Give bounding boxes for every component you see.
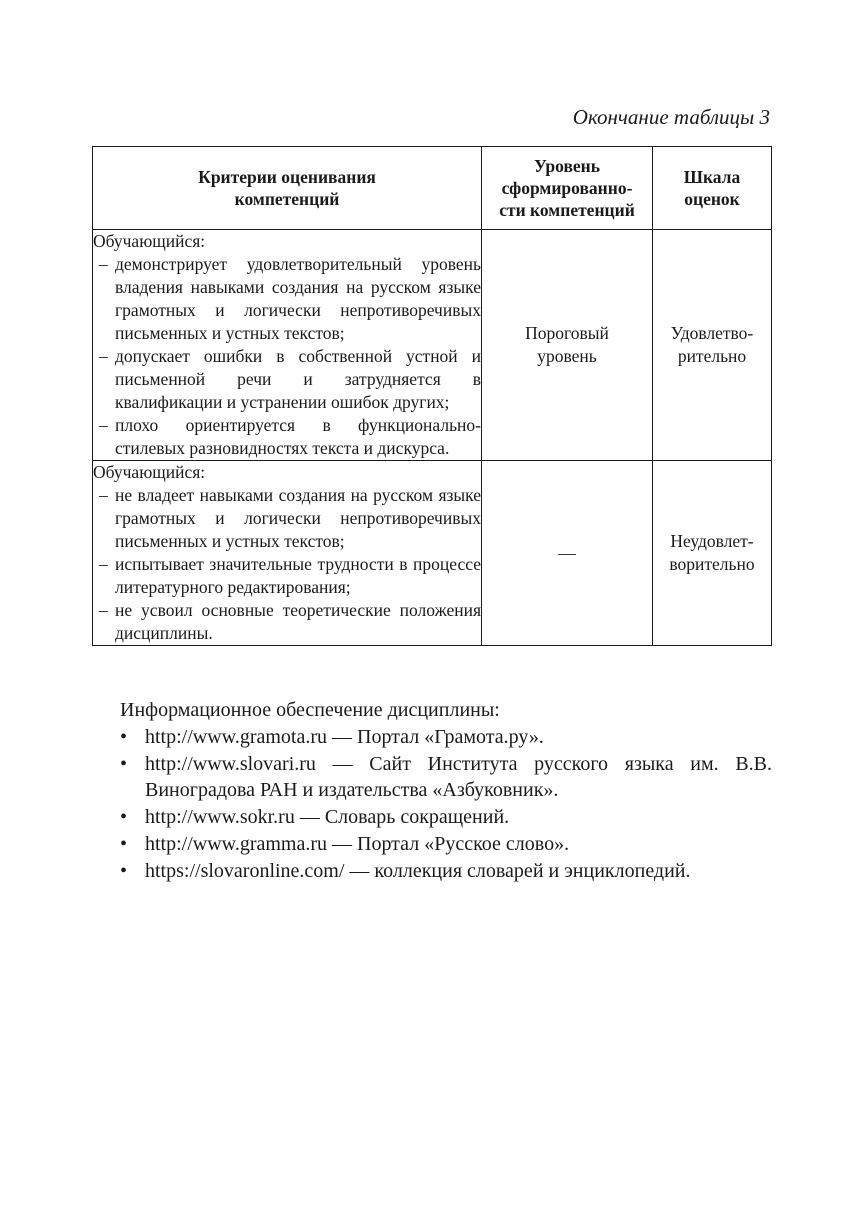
table-header-row	[93, 147, 772, 230]
level-cell: Пороговый уровень	[482, 230, 653, 461]
resource-list	[120, 724, 772, 884]
list-item: • http://www.sokr.ru — Словарь сокращений.	[120, 806, 510, 828]
level-cell: —	[482, 461, 653, 646]
criteria-cell	[93, 461, 482, 646]
grade-cell: Неудовлет- ворительно	[653, 461, 772, 646]
list-item: • http://www.slovari.ru — Сайт Института русского языка им. В.В. Виноградова РАН и издательства «Азбуковник».	[120, 753, 772, 801]
info-heading: Информационное обеспечение дисциплины:	[120, 699, 500, 721]
criteria-lead: Обучающийся:	[93, 462, 206, 482]
bullet-icon: •	[120, 806, 128, 828]
information-resources	[120, 697, 772, 885]
list-item: • https://slovaronline.com/ — коллекция словарей и энциклопедий.	[120, 860, 691, 882]
table-row	[93, 461, 772, 646]
header-criteria: Критерии оценивания компетенций	[93, 147, 482, 230]
list-item: • http://www.gramma.ru — Портал «Русское слово».	[120, 833, 570, 855]
criteria-item: – испытывает значительные трудности в процессе литературного редактирования;	[99, 554, 481, 597]
criteria-lead: Обучающийся:	[93, 231, 206, 251]
bullet-icon: •	[120, 860, 128, 882]
table-row	[93, 230, 772, 461]
table-caption: Окончание таблицы 3	[572, 105, 770, 129]
bullet-icon: •	[120, 833, 128, 855]
grade-cell: Удовлетво- рительно	[653, 230, 772, 461]
header-level: Уровень сформированно- сти компетенций	[482, 147, 653, 230]
bullet-icon: •	[120, 726, 128, 748]
bullet-icon: •	[120, 753, 128, 775]
criteria-item: – демонстрирует удовлетворительный уровень владения навыками создания на русском языке грамотных и логически непротиворечивых письменных и устных текстов;	[99, 254, 481, 343]
criteria-item: – не усвоил основные теоретические положения дисциплины.	[99, 600, 481, 643]
criteria-item: – не владеет навыками создания на русском языке грамотных и логически непротиворечивых письменных и устных текстов;	[99, 485, 481, 551]
criteria-item: – плохо ориентируется в функционально-стилевых разновидностях текста и дискурса.	[99, 415, 481, 458]
criteria-list	[93, 253, 481, 460]
list-item: • http://www.gramota.ru — Портал «Грамота.ру».	[120, 726, 544, 748]
competency-assessment-table	[92, 146, 772, 646]
header-grade-scale: Шкала оценок	[653, 147, 772, 230]
criteria-item: – допускает ошибки в собственной устной и письменной речи и затрудняется в квалификации и устранении ошибок других;	[99, 346, 481, 412]
criteria-cell	[93, 230, 482, 461]
criteria-list	[93, 484, 481, 645]
